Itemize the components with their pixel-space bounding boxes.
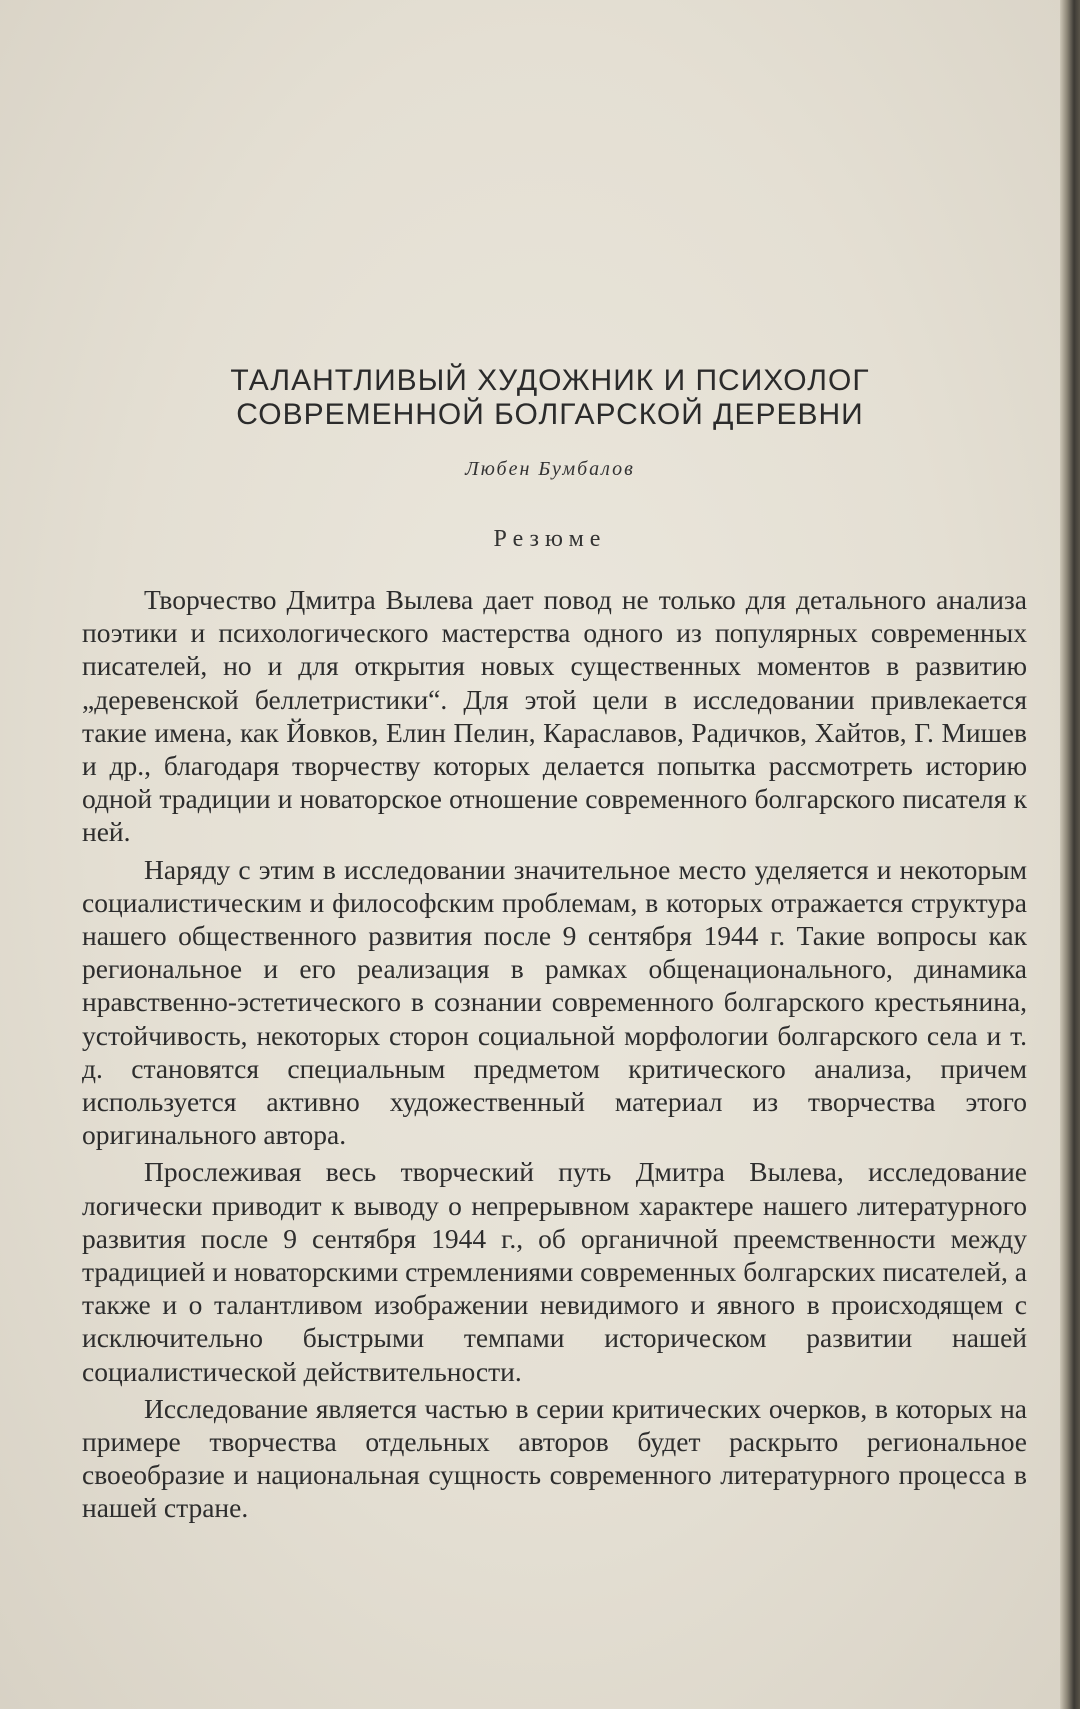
article-title	[120, 364, 980, 432]
title-line-2: СОВРЕМЕННОЙ БОЛГАРСКОЙ ДЕРЕВНИ	[236, 398, 864, 431]
page-binding-edge	[1060, 0, 1080, 1709]
paragraph-2: Наряду с этим в исследовании значительное место уделяется и некоторым социалистическим и философским проблемам, в которых отражается структура нашего общественного развития после 9 сентября 1944 г. Такие вопросы как региональное и его реализация в рамках общенационального, динамика нравственно-эстетического в сознании современного болгарского крестьянина, устойчивость, некоторых сторон социальной морфологии болгарского села и т. д. становятся специальным предметом критического анализа, причем используется активно художественный материал из творчества этого оригинального автора.	[82, 853, 1027, 1151]
paragraph-4: Исследование является частью в серии критических очерков, в которых на примере творчества отдельных авторов будет раскрыто региональное своеобразие и национальная сущность современного литературного процесса в нашей стране.	[82, 1392, 1027, 1524]
author-name: Любен Бумбалов	[465, 458, 635, 480]
title-line-1: ТАЛАНТЛИВЫЙ ХУДОЖНИК И ПСИХОЛОГ	[230, 364, 870, 397]
paragraph-1: Творчество Дмитра Вылева дает повод не только для детального анализа поэтики и психологического мастерства одного из популярных современных писателей, но и для открытия новых существенных моментов в развитию „деревенской беллетристики“. Для этой цели в исследовании привлекается такие имена, как Йовков, Елин Пелин, Караславов, Радичков, Хайтов, Г. Мишев и др., благодаря творчеству которых делается попытка рассмотреть историю одной традиции и новаторское отношение современного болгарского писателя к ней.	[82, 584, 1027, 848]
paragraph-3: Прослеживая весь творческий путь Дмитра Вылева, исследование логически приводит к выводу о непрерывном характере нашего литературного развития после 9 сентября 1944 г., об органичной преемственности между традицией и новаторскими стремлениями современных болгарских писателей, а также и о талантливом изображении невидимого и явного в происходящем с исключительно быстрыми темпами историческом развитии нашей социалистической действительности.	[82, 1156, 1027, 1387]
summary-body	[82, 583, 1027, 1525]
section-heading: Резюме	[493, 526, 607, 552]
